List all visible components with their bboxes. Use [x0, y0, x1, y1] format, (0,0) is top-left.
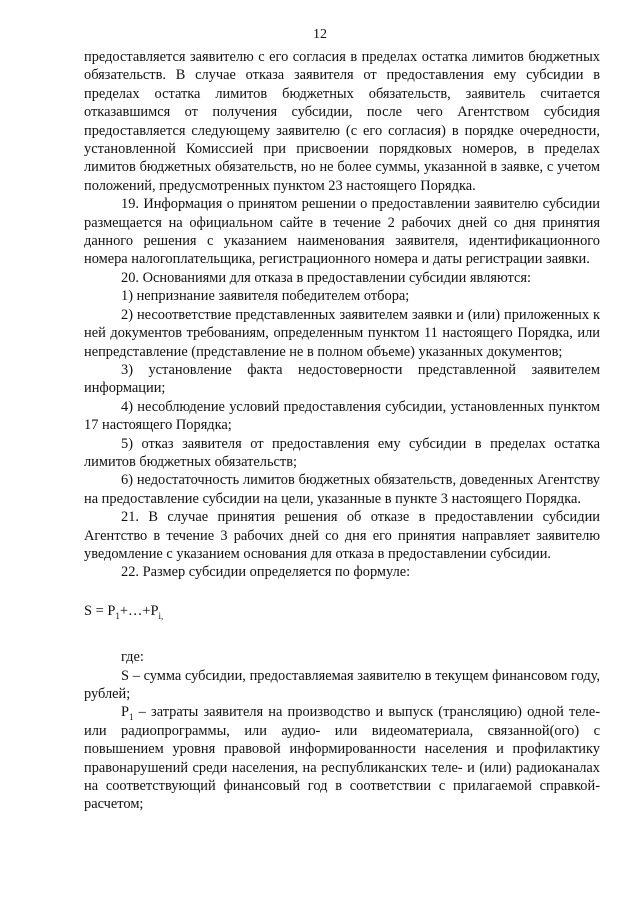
subsidy-formula: [84, 602, 600, 620]
formula-lhs: S = P: [84, 602, 116, 619]
formula-sub-1: 1: [115, 610, 120, 621]
definition-p1: [84, 703, 600, 813]
paragraph-21: 21. В случае принятия решения об отказе в предоставлении субсидии Агентство в течение 3 рабочих дней со дня его принятия направляет заявителю уведомление с указанием основания для отказа в предоставлении субсидии.: [84, 509, 600, 562]
paragraph-20: 20. Основаниями для отказа в предоставлении субсидии являются:: [121, 269, 531, 286]
definition-s: S – сумма субсидии, предоставляемая заявителю в текущем финансовом году, рублей;: [84, 667, 600, 702]
definition-p1-text: – затраты заявителя на производство и выпуск (трансляцию) одной теле- или радиопрограммы, или аудио- или видеоматериала, связанной(ого) с повышением уровня правовой информированности населения и профилактику правонарушений среди населения, на республиканских теле- и (или) радиоканалах на соответствующий финансовый год в соответствии с прилагаемой справкой-расчетом;: [84, 704, 600, 813]
list-item-4: 4) несоблюдение условий предоставления субсидии, установленных пунктом 17 настоящего Порядка;: [84, 398, 600, 434]
list-item-6: 6) недостаточность лимитов бюджетных обязательств, доведенных Агентству на предоставление субсидии на цели, указанные в пункте 3 настоящего Порядка.: [84, 472, 600, 507]
document-body: [84, 48, 600, 814]
page-number: 12: [313, 27, 327, 42]
definition-p1-sub: 1: [129, 712, 134, 723]
list-item-1: 1) непризнание заявителя победителем отбора;: [121, 288, 410, 305]
where-label: где:: [121, 649, 144, 666]
list-item-2: 2) несоответствие представленных заявителем заявки и (или) приложенных к ней документов требованиям, определенным пунктом 11 настоящего Порядка, или непредставление (представление не в полном объеме) указанных документов;: [84, 306, 600, 360]
formula-sub-i: i,: [158, 610, 164, 621]
paragraph-22: 22. Размер субсидии определяется по формуле:: [121, 564, 411, 581]
list-item-5: 5) отказ заявителя от предоставления ему субсидии в пределах остатка лимитов бюджетных обязательств;: [84, 435, 600, 470]
list-item-3: 3) установление факта недостоверности представленной заявителем информации;: [84, 361, 600, 397]
definition-p1-symbol: P: [121, 704, 130, 721]
formula-mid: +…+P: [119, 602, 159, 619]
paragraph-19: 19. Информация о принятом решении о предоставлении заявителю субсидии размещается на официальном сайте в течение 2 рабочих дней со дня принятия данного решения с указанием наименования заявителя, идентификационного номера налогоплательщика, регистрационного номера и даты регистрации заявки.: [84, 196, 600, 268]
paragraph-continuation: предоставляется заявителю с его согласия в пределах остатка лимитов бюджетных обязательств. В случае отказа заявителя от предоставления ему субсидии в пределах остатка лимитов бюджетных обязательств, заявитель считается отказавшимся от получения субсидии, после чего Агентством субсидия предоставляется следующему заявителю (с его согласия) в порядке очередности, установленной Комиссией при присвоении порядковых номеров, в пределах лимитов бюджетных обязательств, но не более суммы, указанной в заявке, с учетом положений, предусмотренных пунктом 23 настоящего Порядка.: [84, 49, 600, 194]
